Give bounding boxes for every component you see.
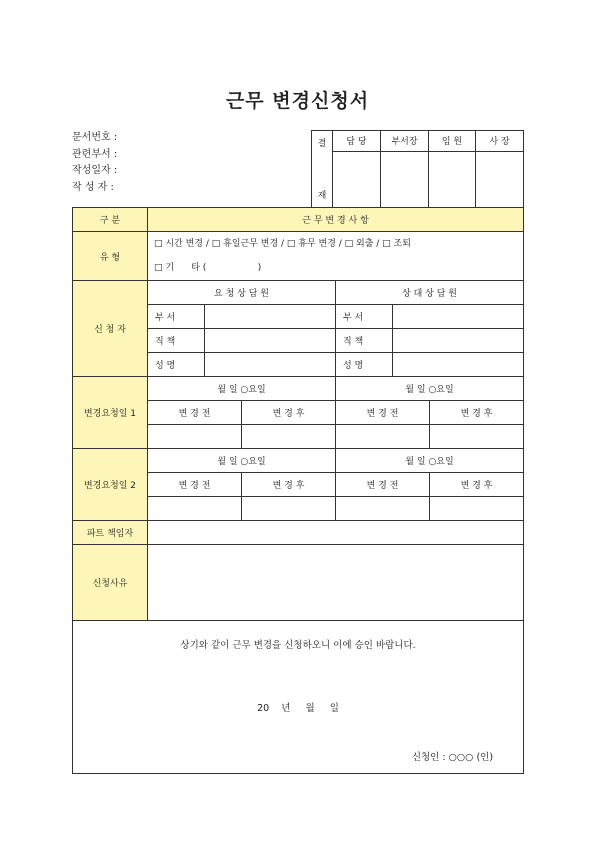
change-date2-after-field-2[interactable]	[430, 497, 524, 521]
document-meta	[72, 130, 117, 196]
content-header: 근 무 변 경 사 항	[148, 208, 524, 232]
change-date1-before-label: 변 경 전	[148, 401, 242, 425]
change-date2-before-field-2[interactable]	[336, 497, 430, 521]
type-options-line1[interactable]: □ 시간 변경 / □ 휴일근무 변경 / □ 휴무 변경 / □ 외출 / □ 조퇴	[154, 239, 411, 249]
counterpart-header: 상 대 상 담 원	[336, 281, 524, 305]
notice-signer: 신청인 : ○○○ (인)	[411, 752, 494, 763]
approval-sign-director[interactable]	[429, 151, 476, 209]
approval-sign-president[interactable]	[476, 151, 524, 209]
change-date1-after-field[interactable]	[242, 425, 336, 449]
requester-position-label: 직 책	[148, 329, 205, 353]
applicant-label: 신 청 자	[73, 281, 148, 377]
approval-header-staff: 담 당	[333, 131, 381, 152]
approval-header-manager: 부서장	[381, 131, 429, 152]
change-date2-after-field[interactable]	[242, 497, 336, 521]
notice-date: 20 년 월 일	[257, 703, 339, 714]
related-dept-label: 관련부서 :	[72, 148, 118, 160]
doc-number-label: 문서번호 :	[72, 132, 118, 143]
counterpart-position-label: 직 책	[336, 329, 393, 353]
page-title: 근무 변경신청서	[225, 90, 370, 112]
change-date2-counterpart[interactable]: 월 일 ○요일	[336, 449, 524, 473]
approval-label: 결 재	[312, 131, 333, 210]
counterpart-position-field[interactable]	[393, 329, 524, 353]
change-date1-before-field-2[interactable]	[336, 425, 430, 449]
notice-text: 상기와 같이 근무 변경을 신청하오니 이에 승인 바랍니다.	[180, 640, 416, 651]
approval-header-director: 임 원	[429, 131, 476, 152]
type-options[interactable]	[148, 232, 524, 281]
reason-label: 신청사유	[73, 545, 148, 621]
requester-name-field[interactable]	[205, 353, 336, 377]
part-manager-field[interactable]	[148, 521, 524, 545]
change-date1-counterpart[interactable]: 월 일 ○요일	[336, 377, 524, 401]
counterpart-dept-label: 부 서	[336, 305, 393, 329]
change-date1-after-field-2[interactable]	[430, 425, 524, 449]
requester-name-label: 성 명	[148, 353, 205, 377]
requester-dept-field[interactable]	[205, 305, 336, 329]
change-date1-before-label-2: 변 경 전	[336, 401, 430, 425]
created-date-label: 작성일자 :	[72, 165, 118, 176]
counterpart-name-label: 성 명	[336, 353, 393, 377]
author-label: 작 성 자 :	[72, 181, 114, 193]
change-date2-before-label-2: 변 경 전	[336, 473, 430, 497]
change-date1-after-label-2: 변 경 후	[430, 401, 524, 425]
change-date2-label: 변경요청일 2	[73, 449, 148, 521]
approval-sign-staff[interactable]	[333, 151, 381, 209]
change-date2-after-label-2: 변 경 후	[430, 473, 524, 497]
part-manager-label: 파트 책임자	[73, 521, 148, 545]
change-date2-before-label: 변 경 전	[148, 473, 242, 497]
change-date2-before-field[interactable]	[148, 497, 242, 521]
change-date2-requester[interactable]: 월 일 ○요일	[148, 449, 336, 473]
counterpart-dept-field[interactable]	[393, 305, 524, 329]
counterpart-name-field[interactable]	[393, 353, 524, 377]
approval-sign-manager[interactable]	[381, 151, 429, 209]
type-label: 유 형	[73, 232, 148, 281]
change-date2-after-label: 변 경 후	[242, 473, 336, 497]
change-date1-requester[interactable]: 월 일 ○요일	[148, 377, 336, 401]
reason-field[interactable]	[148, 545, 524, 621]
change-request-form	[72, 207, 524, 774]
approval-notice	[73, 621, 524, 774]
requester-position-field[interactable]	[205, 329, 336, 353]
type-options-line2[interactable]: □ 기 타 ( )	[154, 263, 262, 273]
requester-dept-label: 부 서	[148, 305, 205, 329]
category-header: 구 분	[73, 208, 148, 232]
approval-table	[311, 130, 524, 210]
change-date1-before-field[interactable]	[148, 425, 242, 449]
requester-header: 요 청 상 담 원	[148, 281, 336, 305]
change-date1-after-label: 변 경 후	[242, 401, 336, 425]
approval-header-president: 사 장	[476, 131, 524, 152]
change-date1-label: 변경요청일 1	[73, 377, 148, 449]
